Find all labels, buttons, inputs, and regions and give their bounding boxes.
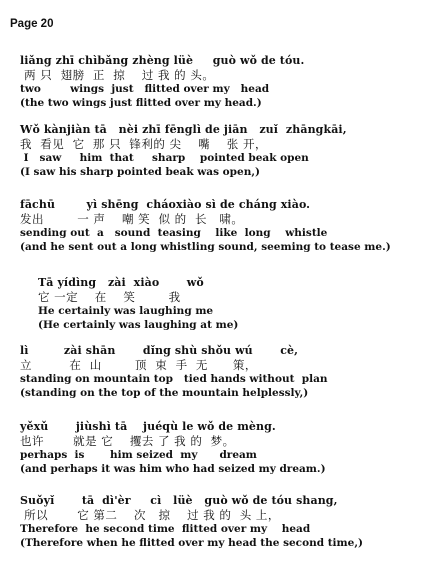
translation-line: (and he sent out a long whistling sound, seeming to tease me.) xyxy=(20,241,391,253)
stanza xyxy=(20,494,420,550)
translation-line: (the two wings just flitted over my head.) xyxy=(20,97,262,109)
gloss-line: sending out a sound teasing like long whistle xyxy=(20,227,328,239)
translation-line: (He certainly was laughing at me) xyxy=(38,319,239,331)
gloss-line: two wings just flitted over my head xyxy=(20,83,270,95)
pinyin-line: lì zài shān dǐng shù shǒu wú cè, xyxy=(20,344,299,357)
hanzi-line: 所以 它 第二 次 掠 过 我 的 头 上， xyxy=(20,508,280,522)
pinyin-line: fāchū yì shēng cháoxiào sì de cháng xiào. xyxy=(20,198,311,211)
page-label: Page 20 xyxy=(10,18,54,30)
hanzi-line: 也许 就是 它 攫去 了 我 的 梦。 xyxy=(20,434,235,448)
translation-line: (standing on the top of the mountain helplessly,) xyxy=(20,387,309,399)
gloss-line: standing on mountain top tied hands without plan xyxy=(20,373,328,385)
pinyin-line: yěxǔ jiùshì tā juéqù le wǒ de mèng. xyxy=(20,420,276,433)
hanzi-line: 它 一定 在 笑 我 xyxy=(38,290,181,304)
stanza xyxy=(20,420,420,476)
gloss-line: Therefore he second time flitted over my head xyxy=(20,523,311,535)
stanza xyxy=(20,54,420,110)
gloss-line: perhaps is him seized my dream xyxy=(20,449,257,461)
gloss-line: I saw him that sharp pointed beak open xyxy=(20,152,309,164)
pinyin-line: Tā yídìng zài xiào wǒ xyxy=(38,276,204,289)
hanzi-line: 立 在 山 顶 束 手 无 策， xyxy=(20,358,257,372)
stanza xyxy=(20,344,420,400)
stanza xyxy=(38,276,425,332)
translation-line: (I saw his sharp pointed beak was open,) xyxy=(20,166,260,178)
translation-line: (Therefore when he flitted over my head the second time,) xyxy=(20,537,363,549)
stanza xyxy=(20,123,420,179)
translation-line: (and perhaps it was him who had seized my dream.) xyxy=(20,463,326,475)
stanza xyxy=(20,198,420,254)
hanzi-line: 两 只 翅膀 正 掠 过 我 的 头。 xyxy=(20,68,215,82)
hanzi-line: 我 看见 它 那 只 锋利的 尖 嘴 张 开， xyxy=(20,137,267,151)
pinyin-line: liǎng zhī chìbǎng zhèng lüè guò wǒ de tóu. xyxy=(20,54,305,67)
hanzi-line: 发出 一 声 嘲 笑 似 的 长 啸。 xyxy=(20,212,244,226)
pinyin-line: Suǒyǐ tā dì'èr cì lüè guò wǒ de tóu shang, xyxy=(20,494,338,507)
gloss-line: He certainly was laughing me xyxy=(38,305,214,317)
pinyin-line: Wǒ kànjiàn tā nèi zhī fēnglì de jiān zuǐ zhāngkāi, xyxy=(20,123,347,136)
